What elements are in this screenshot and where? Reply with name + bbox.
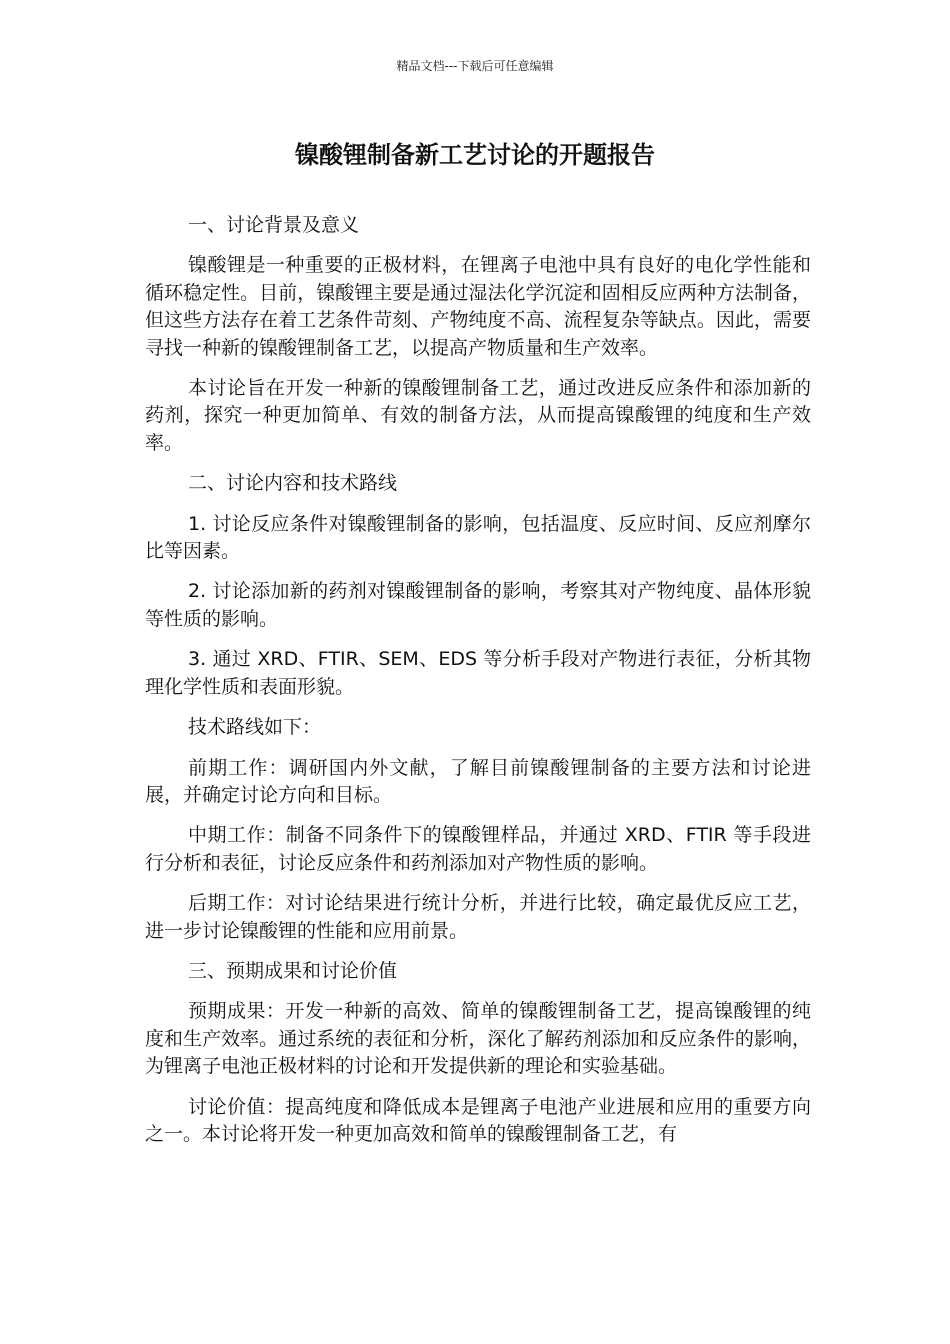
paragraph-background-2: 本讨论旨在开发一种新的镍酸锂制备工艺，通过改进反应条件和添加新的药剂，探究一种更加简单、有效的制备方法，从而提高镍酸锂的纯度和生产效率。 (145, 377, 811, 454)
page-header-note: 精品文档---下载后可任意编辑 (396, 59, 554, 73)
document-body (145, 212, 811, 1148)
paragraph-route-middle: 中期工作：制备不同条件下的镍酸锂样品，并通过 XRD、FTIR 等手段进行分析和表征，讨论反应条件和药剂添加对产物性质的影响。 (145, 824, 811, 874)
document-title: 镍酸锂制备新工艺讨论的开题报告 (295, 141, 655, 169)
paragraph-research-value: 讨论价值：提高纯度和降低成本是锂离子电池产业进展和应用的重要方向之一。本讨论将开发一种更加高效和简单的镍酸锂制备工艺，有 (145, 1095, 811, 1145)
paragraph-route-intro: 技术路线如下： (188, 716, 322, 739)
paragraph-route-early: 前期工作：调研国内外文献，了解目前镍酸锂制备的主要方法和讨论进展，并确定讨论方向和目标。 (145, 756, 811, 806)
paragraph-background-1: 镍酸锂是一种重要的正极材料，在锂离子电池中具有良好的电化学性能和循环稳定性。目前，镍酸锂主要是通过湿法化学沉淀和固相反应两种方法制备，但这些方法存在着工艺条件苛刻、产物纯度不高、流程复杂等缺点。因此，需要寻找一种新的镍酸锂制备工艺，以提高产物质量和生产效率。 (145, 254, 811, 359)
section-heading-background: 一、讨论背景及意义 (188, 214, 360, 236)
paragraph-route-late: 后期工作：对讨论结果进行统计分析，并进行比较，确定最优反应工艺，进一步讨论镍酸锂的性能和应用前景。 (145, 892, 811, 942)
paragraph-expected-outcomes: 预期成果：开发一种新的高效、简单的镍酸锂制备工艺，提高镍酸锂的纯度和生产效率。通过系统的表征和分析，深化了解药剂添加和反应条件的影响，为锂离子电池正极材料的讨论和开发提供新的理论和实验基础。 (145, 1000, 811, 1078)
paragraph-content-item-3: 3. 通过 XRD、FTIR、SEM、EDS 等分析手段对产物进行表征，分析其物理化学性质和表面形貌。 (145, 648, 811, 698)
section-heading-outcomes: 三、预期成果和讨论价值 (188, 959, 398, 982)
paragraph-content-item-1: 1. 讨论反应条件对镍酸锂制备的影响，包括温度、反应时间、反应剂摩尔比等因素。 (145, 512, 811, 563)
section-heading-content: 二、讨论内容和技术路线 (188, 472, 398, 495)
paragraph-content-item-2: 2. 讨论添加新的药剂对镍酸锂制备的影响，考察其对产物纯度、晶体形貌等性质的影响。 (145, 580, 811, 630)
